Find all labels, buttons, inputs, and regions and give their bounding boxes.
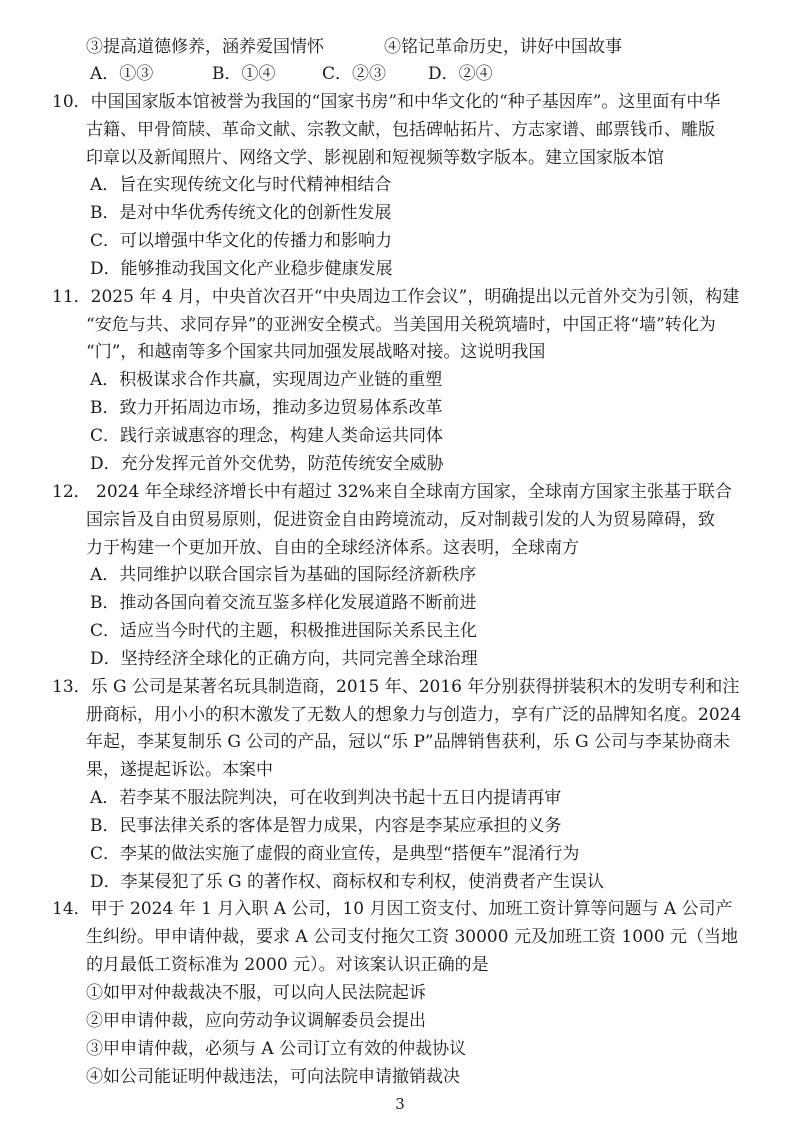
q13-stem-4: 果，遂提起诉讼。本案中 [86,760,273,780]
q10-stem-3: 印章以及新闻照片、网络文学、影视剧和短视频等数字版本。建立国家版本馆 [86,148,664,168]
q12-option-c: C．适应当今时代的主题，积极推进国际关系民主化 [90,621,478,641]
q12-stem-3: 力于构建一个更加开放、自由的全球经济体系。这表明，全球南方 [86,538,579,558]
q13-stem-2: 册商标，用小小的积木激发了无数人的想象力与创造力，享有广泛的品牌知名度。2024 [86,705,742,725]
q12-option-b: B．推动各国向着交流互鉴多样化发展道路不断前进 [90,593,477,613]
q13-number: 13． [52,677,91,697]
q9-option-b: B．①④ [212,64,276,84]
q13-stem-1: 乐 G 公司是某著名玩具制造商，2015 年、2016 年分别获得拼装积木的发明专利和注 [90,677,740,697]
q11-number: 11． [52,287,91,307]
q12-stem-2: 国宗旨及自由贸易原则，促进资金自由跨境流动，反对制裁引发的人为贸易障碍，致 [86,510,715,530]
q11-option-a: A．积极谋求合作共赢，实现周边产业链的重塑 [90,370,443,390]
q11-option-b: B．致力开拓周边市场，推动多边贸易体系改革 [90,398,443,418]
q10-stem-2: 古籍、甲骨简牍、革命文献、宗教文献，包括碑帖拓片、方志家谱、邮票钱币、雕版 [86,120,715,140]
q9-option-a: A．①③ [90,64,154,84]
q14-stem-3: 的月最低工资标准为 2000 元）。对该案认识正确的是 [86,955,489,975]
q11-stem-3: “门”，和越南等多个国家共同加强发展战略对接。这说明我国 [86,342,546,362]
q10-option-a: A．旨在实现传统文化与时代精神相结合 [90,175,392,195]
q9-option-c: C．②③ [322,64,387,84]
q14-item-4: ④如公司能证明仲裁违法，可向法院申请撤销裁决 [86,1067,460,1087]
q12-line-1 [52,481,732,503]
q12-number: 12． [52,482,91,502]
q10-stem-1: 中国国家版本馆被誉为我国的“国家书房”和中华文化的“种子基因库”。这里面有中华 [90,92,721,112]
q14-line-1 [52,898,733,920]
q12-stem-1: 2024 年全球经济增长中有超过 32%来自全球南方国家，全球南方国家主张基于联合 [90,482,732,502]
q13-stem-3: 年起，李某复制乐 G 公司的产品，冠以“乐 P”品牌销售获利，乐 G 公司与李某协商未 [86,732,730,752]
q10-line-1 [52,91,720,113]
q14-item-2: ②甲申请仲裁，应向劳动争议调解委员会提出 [86,1011,426,1031]
q14-stem-1: 甲于 2024 年 1 月入职 A 公司，10 月因工资支付、加班工资计算等问题与 A 公司产 [90,899,733,919]
q13-option-d: D．李某侵犯了乐 G 的著作权、商标权和专利权，使消费者产生误认 [90,872,605,892]
page-number: 3 [395,1095,405,1113]
q9-item-4: ④铭记革命历史，讲好中国故事 [384,37,622,57]
q14-stem-2: 生纠纷。甲申请仲裁，要求 A 公司支付拖欠工资 30000 元及加班工资 1000 元（当地 [86,927,739,947]
q11-option-d: D．充分发挥元首外交优势，防范传统安全威胁 [90,454,444,474]
q9-item-3: ③提高道德修养，涵养爱国情怀 [86,37,324,57]
q9-option-d: D．②④ [428,64,493,84]
q11-line-1 [52,286,739,308]
q12-option-d: D．坚持经济全球化的正确方向，共同完善全球治理 [90,649,478,669]
q12-option-a: A．共同维护以联合国宗旨为基础的国际经济新秩序 [90,565,477,585]
q11-option-c: C．践行亲诚惠容的理念，构建人类命运共同体 [90,426,444,446]
q11-stem-2: “安危与共、求同存异”的亚洲安全模式。当美国用关税筑墙时，中国正将“墙”转化为 [86,315,716,335]
q13-option-a: A．若李某不服法院判决，可在收到判决书起十五日内提请再审 [90,788,562,808]
q10-option-b: B．是对中华优秀传统文化的创新性发展 [90,203,392,223]
q13-line-1 [52,676,739,698]
q11-stem-1: 2025 年 4 月，中央首次召开“中央周边工作会议”，明确提出以元首外交为引领，构建 [90,287,740,307]
q14-number: 14． [52,899,91,919]
q10-option-c: C．可以增强中华文化的传播力和影响力 [90,231,393,251]
q10-number: 10． [52,92,91,112]
q13-option-c: C．李某的做法实施了虚假的商业宣传，是典型“搭便车”混淆行为 [90,844,580,864]
q10-option-d: D．能够推动我国文化产业稳步健康发展 [90,259,393,279]
q14-item-3: ③甲申请仲裁，必须与 A 公司订立有效的仲裁协议 [86,1039,467,1059]
q13-option-b: B．民事法律关系的客体是智力成果，内容是李某应承担的义务 [90,816,562,836]
q14-item-1: ①如甲对仲裁裁决不服，可以向人民法院起诉 [86,983,426,1003]
